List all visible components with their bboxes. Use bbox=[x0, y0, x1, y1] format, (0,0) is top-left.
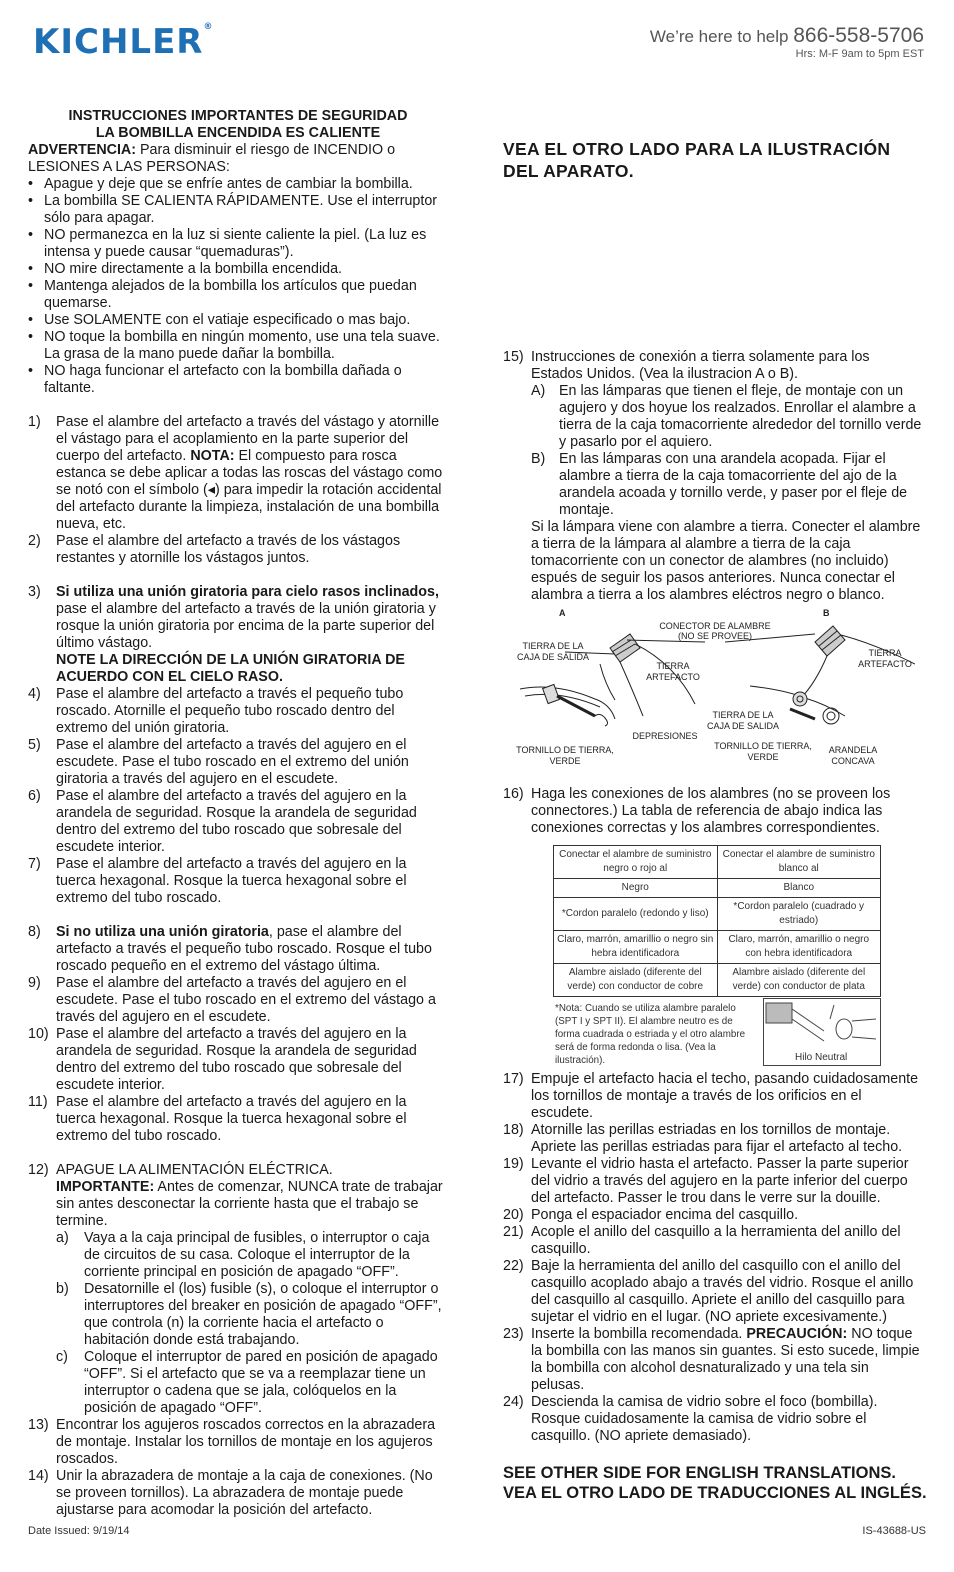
arandela-2: CONCAVA bbox=[831, 756, 875, 766]
table-header: Conectar el alambre de suministro negro o rojo al bbox=[554, 846, 718, 879]
table-row bbox=[554, 846, 881, 879]
tierra-caja-a-2: CAJA DE SALIDA bbox=[516, 652, 590, 662]
step-4: 4) Pase el alambre del artefacto a través el pequeño tubo roscado. Atornille el pequeño tubo roscado dentro del extremo del unión giratoria. bbox=[28, 686, 404, 736]
safety-title-2: LA BOMBILLA ENCENDIDA ES CALIENTE bbox=[95, 125, 381, 141]
right-column-bottom bbox=[503, 1071, 925, 1445]
tornillo-b-1: TORNILLO DE TIERRA, bbox=[714, 741, 812, 751]
wire-connection-table bbox=[553, 845, 881, 997]
list-item: • La bombilla SE CALIENTA RÁPIDAMENTE. Use el interruptor sólo para apagar. bbox=[28, 193, 448, 227]
step-14: 14) Unir la abrazadera de montaje a la caja de conexiones. (No se proveen tornillos). La abrazadera de montaje puede ajustarse para acomodar la posición del artefacto. bbox=[28, 1468, 433, 1518]
warning: ADVERTENCIA: Para disminuir el riesgo de INCENDIO o LESIONES A LAS PERSONAS: bbox=[28, 142, 396, 175]
table-cell: *Cordon paralelo (cuadrado y estriado) bbox=[717, 898, 881, 931]
parallel-cord-icon bbox=[764, 999, 880, 1049]
step-11: 11) Pase el alambre del artefacto a través del agujero en la tuerca hexagonal. Rosque la tuerca hexagonal sobre el extremo del tubo roscado. bbox=[28, 1094, 407, 1144]
table-cell: Negro bbox=[554, 879, 718, 898]
step-16-block bbox=[503, 786, 925, 837]
step-2: 2) Pase el alambre del artefacto a través de los vástagos restantes y atornille los vástagos juntos. bbox=[28, 533, 401, 566]
step-13: 13) Encontrar los agujeros roscados correctos en la abrazadera de montaje. Instalar los tornillos de montaje en los agujeros roscados. bbox=[28, 1417, 436, 1467]
tierra-caja-b-2: CAJA DE SALIDA bbox=[706, 721, 780, 731]
see-other-side-heading: VEA EL OTRO LADO PARA LA ILUSTRACIÓN DEL APARATO. bbox=[503, 139, 891, 181]
label-b: B bbox=[823, 608, 830, 618]
list-item: • NO permanezca en la luz si siente caliente la piel. (La luz es intensa y puede causar “quemaduras”). bbox=[28, 227, 448, 261]
tierra-art-a-2: ARTEFACTO bbox=[646, 672, 700, 682]
list-item: • Use SOLAMENTE con el vatiaje especificado o mas bajo. bbox=[28, 312, 448, 329]
step-1: 1) Pase el alambre del artefacto a través del vástago y atornille el vástago para el acoplamiento en la parte superior del cuerpo del artefacto. NOTA: El compuesto para rosca estanca se debe aplicar a todas las roscas del vástago como se notó con el símbolo (◂) para impedir la rotación accidental del artefacto durante la limpieza, instalación de una bombilla nueva, etc. bbox=[28, 414, 443, 532]
table-row bbox=[554, 898, 881, 931]
step-15: 15) Instrucciones de conexión a tierra solamente para los Estados Unidos. (Vea la ilustracion A o B). A) En las lámparas que tienen el fleje, de montaje con un agujero y dos hoyue los realzados. Enrollar el alambre a tierra de la caja tomacorriente alrededor del tornillo verde y pasarlo por el aquiero. B) En las lámparas con una arandela acopada. Fijar el alambre a tierra de la caja tomacorriente del ajo de la arandela acoada y tornillo verde, y paser por el fleje de montaje. Si la lámpara viene con alambre a tierra. Conecter el alambre a tierra de la lámpara al alambre a tierra de la caja tomacorriente con un conector de alambres (no incluido) espués de seguir los pasos anteriores. Nunca conectar el alambra a tierra a los alambres eléctros negro o blanco. bbox=[503, 349, 925, 604]
document-code: IS-43688-US bbox=[862, 1525, 926, 1537]
tierra-art-b-1: TIERRA bbox=[868, 648, 902, 658]
table-cell: Blanco bbox=[717, 879, 881, 898]
list-item: • NO haga funcionar el artefacto con la bombilla dañada o faltante. bbox=[28, 363, 448, 397]
hours: Hrs: M-F 9am to 5pm EST bbox=[795, 48, 924, 60]
step-24: 24) Descienda la camisa de vidrio sobre el foco (bombilla). Rosque cuidadosamente la camisa de vidrio sobre el casquillo. (NO apriete demasiado). bbox=[503, 1394, 878, 1444]
list-item: • NO toque la bombilla en ningún momento, use una tela suave. La grasa de la mano puede dañar la bombilla. bbox=[28, 329, 448, 363]
safety-title-1: INSTRUCCIONES IMPORTANTES DE SEGURIDAD bbox=[68, 108, 408, 124]
step-9: 9) Pase el alambre del artefacto a través del agujero en el escudete. Pase el tubo roscado en el extremo del vástago a través del agujero en el escudete. bbox=[28, 975, 436, 1025]
table-cell: Claro, marrón, amarillio o negro con hebra identificadora bbox=[717, 931, 881, 964]
tornillo-a-1: TORNILLO DE TIERRA, bbox=[516, 745, 614, 755]
table-header: Conectar el alambre de suministro blanco al bbox=[717, 846, 881, 879]
step-21: 21) Acople el anillo del casquillo a la herramienta del anillo del casquillo. bbox=[503, 1224, 901, 1257]
table-cell: Alambre aislado (diferente del verde) con conductor de cobre bbox=[554, 964, 718, 997]
phone-number: 866-558-5706 bbox=[793, 24, 924, 47]
tierra-art-b-2: ARTEFACTO bbox=[858, 659, 912, 669]
step-6: 6) Pase el alambre del artefacto a través del agujero en la arandela de seguridad. Rosque la arandela de seguridad dentro del extremo del tubo roscado que sobresale del escudete interior. bbox=[28, 788, 417, 855]
step-19: 19) Levante el vidrio hasta el artefacto. Passer la parte superior del vidrio a través del agujero en la parte inferior del cuerpo del artefacto. Passer le trou dans le verre sur la douille. bbox=[503, 1156, 909, 1206]
step-17: 17) Empuje el artefacto hacia el techo, pasando cuidadosamente los tornillos de montaje a través de los orificios en el escudete. bbox=[503, 1071, 919, 1121]
label-a: A bbox=[559, 608, 566, 618]
step-7: 7) Pase el alambre del artefacto a través del agujero en la tuerca hexagonal. Rosque la tuerca hexagonal sobre el extremo del tubo roscado. bbox=[28, 856, 407, 906]
left-column bbox=[28, 108, 448, 1519]
table-row bbox=[554, 931, 881, 964]
step-20: 20) Ponga el espaciador encima del casquillo. bbox=[503, 1207, 799, 1223]
depresiones-label: DEPRESIONES bbox=[632, 731, 698, 741]
table-cell: *Cordon paralelo (redondo y liso) bbox=[554, 898, 718, 931]
conector-label: CONECTOR DE ALAMBRE bbox=[659, 621, 771, 631]
step-8: 8) Si no utiliza una unión giratoria, pase el alambre del artefacto a través el pequeño tubo roscado. Rosque el tubo roscado pequeño en el extremo del vástago última. bbox=[28, 924, 432, 974]
step-15-extra: Si la lámpara viene con alambre a tierra. Conecter el alambre a tierra de la lámpara al alambre a tierra de la caja tomacorriente con un conector de alambres (no incluido) espués de seguir los pasos anteriores. Nunca conectar el alambra a tierra a los alambres eléctros negro o blanco. bbox=[531, 519, 921, 603]
kichler-logo: KICHLER® bbox=[33, 22, 214, 62]
hilo-neutral-label: Hilo Neutral bbox=[795, 1052, 848, 1063]
tierra-art-a-1: TIERRA bbox=[656, 661, 690, 671]
date-issued: Date Issued: 9/19/14 bbox=[28, 1525, 130, 1537]
tornillo-b-2: VERDE bbox=[747, 752, 779, 762]
step-12b: b) Desatornille el (los) fusible (s), o coloque el interruptor o interruptores del breaker en posición de apagado “OFF”, que controla (n) la corriente hacia el artefacto o habitación donde está trabajando. bbox=[56, 1281, 442, 1348]
table-cell: Claro, marrón, amarillio o negro sin hebra identificadora bbox=[554, 931, 718, 964]
table-cell: Alambre aislado (diferente del verde) con conductor de plata bbox=[717, 964, 881, 997]
list-item: • NO mire directamente a la bombilla encendida. bbox=[28, 261, 448, 278]
step-15b: B) En las lámparas con una arandela acopada. Fijar el alambre a tierra de la caja tomacorriente del ajo de la arandela acoada y tornillo verde, y paser por el fleje de montaje. bbox=[531, 451, 908, 518]
grounding-illustration bbox=[515, 604, 915, 774]
step-10: 10) Pase el alambre del artefacto a través del agujero en la arandela de seguridad. Rosque la arandela de seguridad dentro del extremo del tubo roscado que sobresale del escudete interior. bbox=[28, 1026, 417, 1093]
english-translation-note bbox=[503, 1463, 933, 1503]
step-22: 22) Baje la herramienta del anillo del casquillo con el anillo del casquillo acoplado abajo a través del vidrio. Rosque el anillo del casquillo al casquillo. Apriete el anillo del casquillo para sujetar el vidrio en el lugar. (NO apriete excesivamente.) bbox=[503, 1258, 914, 1325]
right-column-top bbox=[503, 349, 925, 604]
step-23: 23) Inserte la bombilla recomendada. PRECAUCIÓN: NO toque la bombilla con las manos sin guantes. Si esto sucede, limpie la bombilla con alcohol desnaturalizado y una tela sin pelusas. bbox=[503, 1326, 920, 1393]
table-row bbox=[554, 879, 881, 898]
step-16: 16) Haga les conexiones de los alambres (no se proveen los connectores.) La tabla de referencia de abajo indica las conexiones correctas y los alambres correspondientes. bbox=[503, 786, 891, 836]
help-contact bbox=[650, 24, 924, 60]
step-5: 5) Pase el alambre del artefacto a través del agujero en el escudete. Pase el tubo roscado en el extremo del unión giratoria a través del agujero en el escudete. bbox=[28, 737, 409, 787]
list-item: • Apague y deje que se enfríe antes de cambiar la bombilla. bbox=[28, 176, 448, 193]
tierra-caja-b-1: TIERRA DE LA bbox=[712, 710, 774, 720]
arandela-1: ARANDELA bbox=[828, 745, 878, 755]
tierra-caja-a-1: TIERRA DE LA bbox=[522, 641, 584, 651]
list-item: • Mantenga alejados de la bombilla los artículos que puedan quemarse. bbox=[28, 278, 448, 312]
step-15a: A) En las lámparas que tienen el fleje, de montaje con un agujero y dos hoyue los realzados. Enrollar el alambre a tierra de la caja tomacorriente alrededor del tornillo verde y pasarlo por el aquiero. bbox=[531, 383, 922, 450]
help-text: We’re here to help bbox=[649, 27, 789, 46]
safety-bullets bbox=[28, 176, 448, 397]
step-12c: c) Coloque el interruptor de pared en posición de apagado “OFF”. Si el artefacto que se va a reemplazar tiene un interruptor o cadena que se jala, colóquelos en la posición de apagado “OFF”. bbox=[56, 1349, 438, 1416]
no-provee-label: (NO SE PROVEE) bbox=[677, 631, 753, 641]
step-12: 12) APAGUE LA ALIMENTACIÓN ELÉCTRICA. IMPORTANTE: Antes de comenzar, NUNCA trate de trabajar sin antes desconectar la corriente hasta que el trabajo se termine. a) Vaya a la caja principal de fusibles, o interruptor o caja de circuitos de su casa. Coloque el interruptor de la corriente principal en posición de apagado “OFF”. b) Desatornille el (los) fusible (s), o coloque el interruptor o interruptores del breaker en posición de apagado “OFF”, que controla (n) la corriente hacia el artefacto o habitación donde está trabajando. c) Coloque el interruptor de pared en posición de apagado “OFF”. Si el artefacto que se va a reemplazar tiene un interruptor o cadena que se jala, colóquelos en la posición de apagado “OFF”. bbox=[28, 1162, 448, 1417]
wire-note: *Nota: Cuando se utiliza alambre paralelo (SPT I y SPT II). El alambre neutro es de forma cuadrada o estriada y el otro alambre será de forma redonda o lisa. (Vea la ilustración). bbox=[555, 1003, 746, 1066]
tornillo-a-2: VERDE bbox=[549, 756, 581, 766]
see-line-2: VEA EL OTRO LADO DE TRADUCCIONES AL INGLÉS. bbox=[503, 1484, 927, 1502]
see-line-1: SEE OTHER SIDE FOR ENGLISH TRANSLATIONS. bbox=[503, 1464, 896, 1482]
step-18: 18) Atornille las perillas estriadas en los tornillos de montaje. Apriete las perillas estriadas para fijar el artefacto al techo. bbox=[503, 1122, 903, 1155]
step-3: 3) Si utiliza una unión giratoria para cielo rasos inclinados, pase el alambre del artefacto a través de la unión giratoria y rosque la unión giratoria por encima de la parte superior del último vástago. NOTE LA DIRECCIÓN DE LA UNIÓN GIRATORIA DE ACUERDO CON EL CIELO RASO. bbox=[28, 584, 439, 685]
table-row bbox=[554, 964, 881, 997]
step-12a: a) Vaya a la caja principal de fusibles, o interruptor o caja de circuitos de su casa. Coloque el interruptor de la corriente principal en posición de apagado “OFF”. bbox=[56, 1230, 430, 1280]
